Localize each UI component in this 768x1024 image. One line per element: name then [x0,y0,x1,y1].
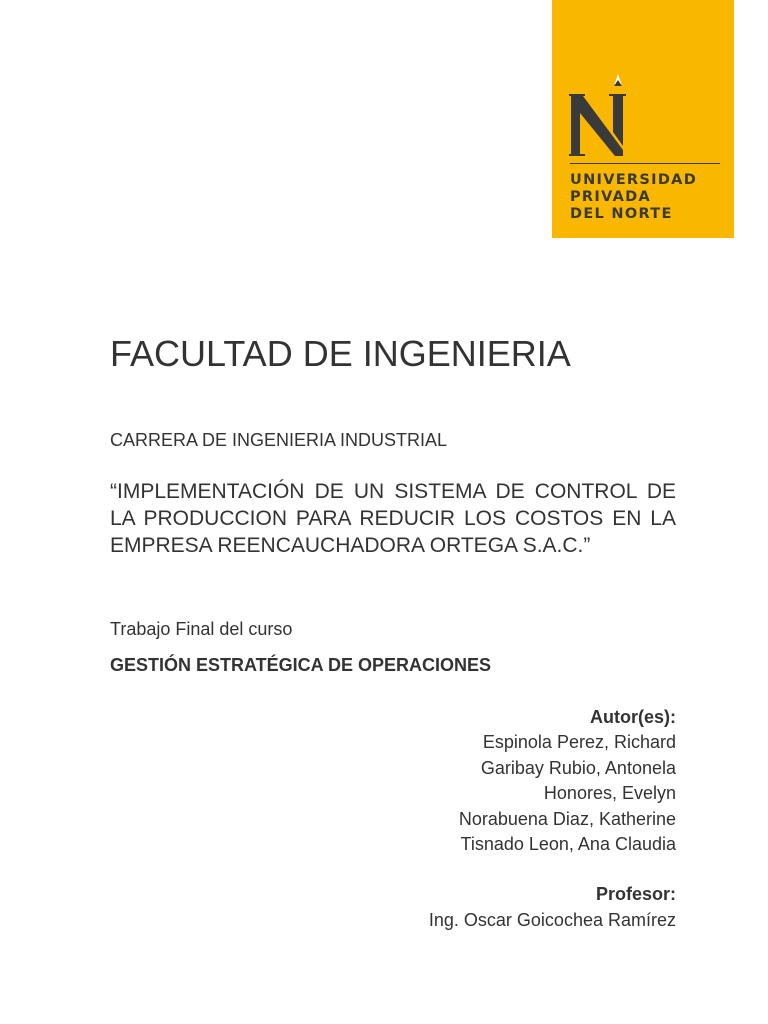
thesis-title: “IMPLEMENTACIÓN DE UN SISTEMA DE CONTROL DE LA PRODUCCION PARA REDUCIR LOS COSTOS EN LA EMPRESA REENCAUCHADORA ORTEGA S.A.C.” [110,480,676,557]
authors-label: Autor(es): [590,707,676,727]
course-intro: Trabajo Final del curso [110,619,293,639]
author-name: Espinola Perez, Richard [482,732,676,753]
authors-block [459,705,676,857]
university-logo [552,0,734,238]
logo-wordmark [570,172,730,223]
professor-block [429,881,676,933]
faculty-heading: FACULTAD DE INGENIERIA [110,333,571,374]
career-name: CARRERA DE INGENIERIA INDUSTRIAL [110,430,448,450]
course-name: GESTIÓN ESTRATÉGICA DE OPERACIONES [110,655,492,675]
author-name: Honores, Evelyn [543,783,676,804]
author-name: Garibay Rubio, Antonela [480,757,676,778]
logo-line-3: DEL NORTE [570,206,673,222]
university-n-emblem-icon [569,72,629,158]
author-name: Norabuena Diaz, Katherine [458,808,676,829]
logo-line-1: UNIVERSIDAD [570,172,698,188]
author-name: Tisnado Leon, Ana Claudia [460,834,676,855]
professor-name: Ing. Oscar Goicochea Ramírez [428,910,676,930]
professor-label: Profesor: [595,884,676,904]
logo-divider [570,163,720,164]
logo-line-2: PRIVADA [570,189,652,205]
